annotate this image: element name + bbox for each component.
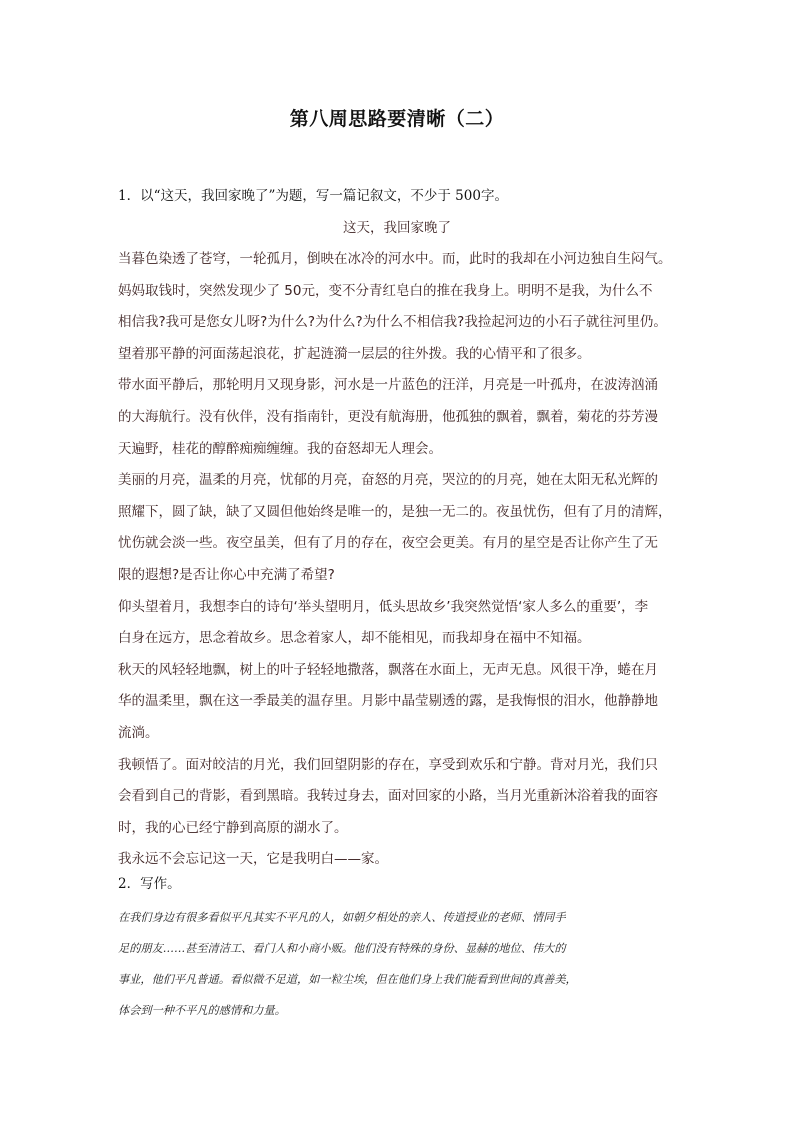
essay-line: 仰头望着月，我想李白的诗句‘举头望明月，低头思故乡’我突然觉悟‘家人多么的重要’，李 (118, 598, 649, 615)
prompt-line: 体会到一种不平凡的感情和力量。 (118, 1004, 286, 1017)
prompt-line: 事业，他们平凡普通。看似微不足道，如一粒尘埃，但在他们身上我们能看到世间的真善美， (118, 973, 577, 986)
essay-body (118, 244, 678, 876)
essay-line: 照耀下，圆了缺，缺了又圆但他始终是唯一的，是独一无二的。夜虽忧伤，但有了月的清辉， (118, 503, 672, 520)
essay-line: 白身在远方，思念着故乡。思念着家人，却不能相见，而我却身在福中不知福。 (118, 630, 591, 647)
question-1-prompt: 1．以“这天，我回家晚了”为题，写一篇记叙文，不少于 500字。 (118, 188, 508, 204)
essay-line: 流淌。 (118, 724, 159, 741)
essay-line: 相信我?我可是您女儿呀?为什么?为什么?为什么不相信我?我捡起河边的小石子就往河里仍。 (118, 314, 667, 331)
essay-line: 时，我的心已经宁静到高原的湖水了。 (118, 819, 348, 836)
essay-line: 限的遐想?是否让你心中充满了希望? (118, 566, 335, 583)
essay-line: 我永远不会忘记这一天，它是我明白——家。 (118, 851, 388, 868)
page-title: 第八周思路要清晰（二） (289, 108, 505, 130)
essay-line: 秋天的风轻轻地飘，树上的叶子轻轻地撒落，飘落在水面上，无声无息。风很干净，蜷在月 (118, 661, 658, 678)
essay-title: 这天，我回家晚了 (343, 220, 451, 236)
essay-line: 会看到自己的背影，看到黑暗。我转过身去，面对回家的小路，当月光重新沐浴着我的面容 (118, 788, 658, 805)
essay-line: 妈妈取钱时，突然发现少了 50元，变不分青红皂白的推在我身上。明明不是我，为什么不 (118, 282, 653, 299)
essay-line: 带水面平静后，那轮明月又现身影，河水是一片蓝色的汪洋，月亮是一叶孤舟，在波涛汹涌 (118, 377, 658, 394)
essay-line: 忧伤就会淡一些。夜空虽美，但有了月的存在，夜空会更美。有月的星空是否让你产生了无 (118, 535, 658, 552)
prompt-line: 在我们身边有很多看似平凡其实不平凡的人，如朝夕相处的亲人、传道授业的老师、情同手 (118, 911, 566, 924)
essay-line: 当暮色染透了苍穹，一轮孤月，倒映在冰冷的河水中。而，此时的我却在小河边独自生闷气。 (118, 251, 672, 267)
essay-line: 美丽的月亮，温柔的月亮，忧郁的月亮，奋怒的月亮，哭泣的的月亮，她在太阳无私光辉的 (118, 472, 658, 489)
essay-line: 我顿悟了。面对皎洁的月光，我们回望阴影的存在，享受到欢乐和宁静。背对月光，我们只 (118, 756, 658, 773)
essay-line: 的大海航行。没有伙伴，没有指南针，更没有航海册，他孤独的飘着，飘着，菊花的芬芳漫 (118, 408, 658, 425)
essay-line: 望着那平静的河面荡起浪花，扩起涟漪一层层的往外拨。我的心情平和了很多。 (118, 345, 591, 362)
essay-line: 华的温柔里，飘在这一季最美的温存里。月影中晶莹剔透的露，是我悔恨的泪水，他静静地 (118, 693, 658, 710)
question-2-prompt (118, 902, 678, 1026)
question-2-label: 2．写作。 (118, 876, 181, 892)
prompt-line: 足的朋友……甚至清洁工、看门人和小商小贩。他们没有特殊的身份、显赫的地位、伟大的 (118, 942, 566, 955)
essay-line: 天遍野，桂花的醇醉痴痴缠缠。我的奋怒却无人理会。 (118, 440, 442, 457)
